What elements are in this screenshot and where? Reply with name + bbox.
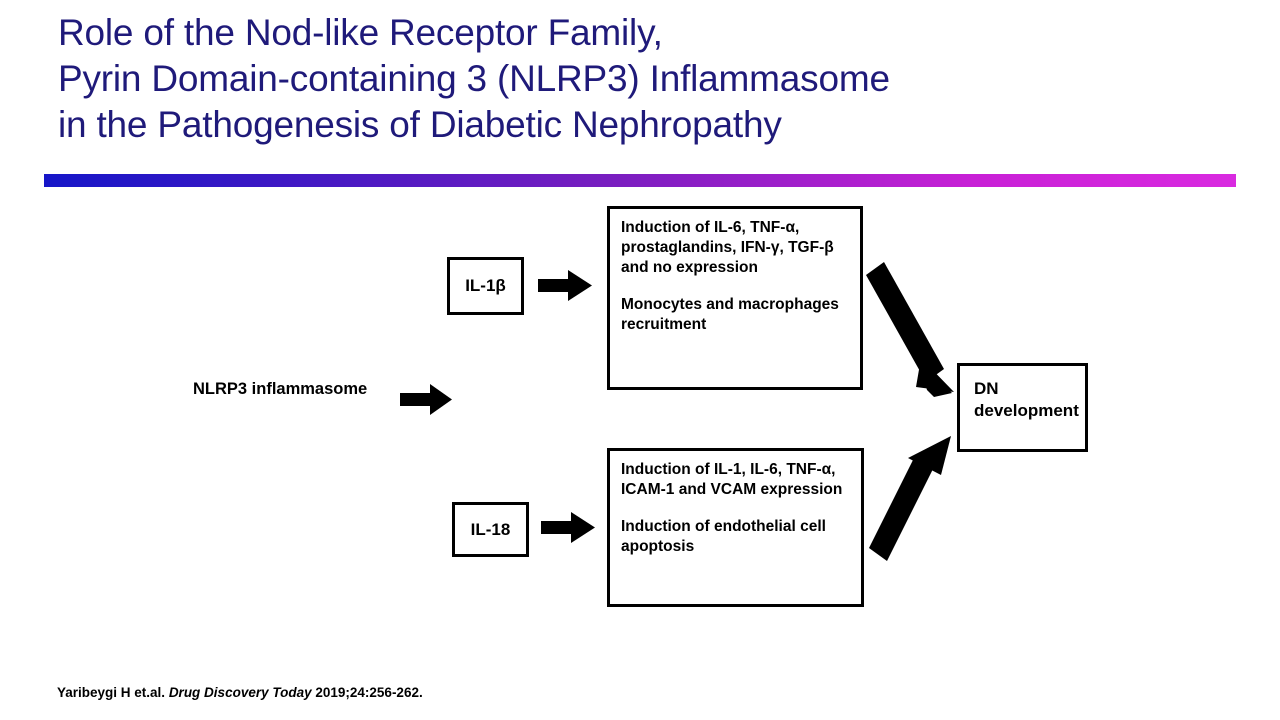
pathway-diagram (0, 190, 1280, 640)
title-divider (44, 174, 1236, 187)
lower-effects-paragraph-2: Induction of endothelial cell apoptosis (621, 518, 826, 555)
node-dn-development (957, 363, 1088, 452)
node-il1b-label: IL-1β (465, 276, 506, 295)
citation-journal: Drug Discovery Today (168, 685, 312, 700)
lower-effects-paragraph-1: Induction of IL-1, IL-6, TNF-α, ICAM-1 and VCAM expression (621, 461, 843, 498)
arrow-nlrp3-to-mediators (400, 384, 452, 415)
arrow-il1b-to-upper-effects (538, 270, 592, 301)
upper-effects-paragraph-2: Monocytes and macrophages recruitment (621, 296, 839, 333)
citation-authors: Yaribeygi H et.al. (57, 685, 166, 700)
node-il1b (447, 257, 524, 315)
node-lower-effects (607, 448, 864, 607)
page-title: Role of the Nod-like Receptor Family, Pyrin Domain-containing 3 (NLRP3) Inflammasome in the Pathogenesis of Diabetic Nephropathy (58, 12, 890, 145)
arrow-lower-effects-to-dn (869, 436, 951, 561)
nlrp3-inflammasome-label: NLRP3 inflammasome (193, 380, 368, 398)
node-dn-development-label: DN development (974, 379, 1079, 420)
node-upper-effects (607, 206, 863, 390)
citation-details: 2019;24:256-262. (315, 685, 423, 700)
upper-effects-paragraph-1: Induction of IL-6, TNF-α, prostaglandins, IFN-γ, TGF-β and no expression (621, 219, 834, 276)
node-il18 (452, 502, 529, 557)
arrow-il18-to-lower-effects (541, 512, 595, 543)
arrow-upper-effects-to-dn (866, 262, 954, 397)
node-il18-label: IL-18 (470, 519, 511, 539)
citation (57, 685, 423, 700)
